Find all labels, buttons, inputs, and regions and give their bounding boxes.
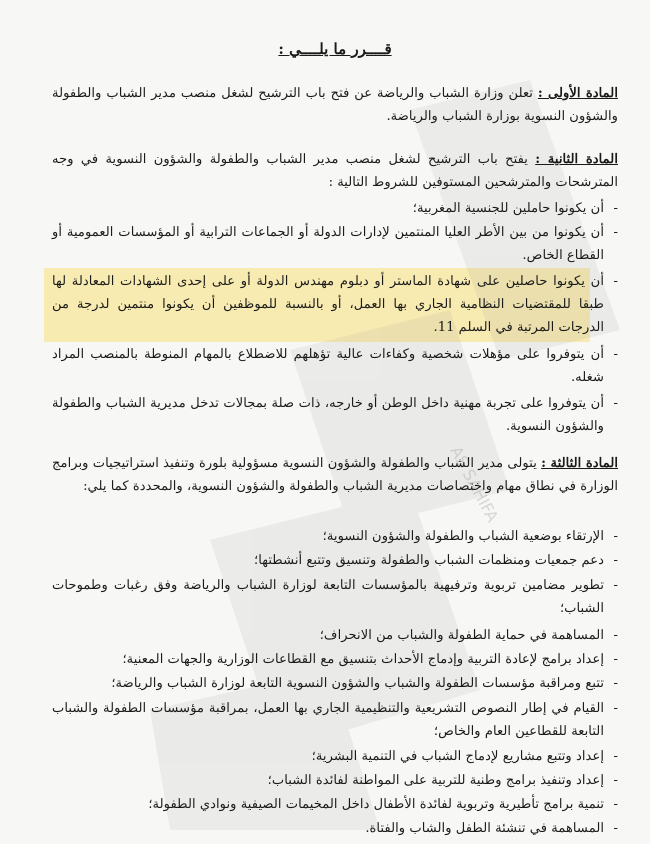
bullet-dash: - bbox=[613, 773, 618, 788]
bullet-dash: - bbox=[613, 676, 618, 691]
article-3 bbox=[52, 452, 618, 498]
watermark-text: AS SAHIFA bbox=[446, 442, 503, 526]
bullet-dash: - bbox=[613, 701, 618, 716]
task-item bbox=[52, 648, 618, 671]
condition-text: أن يتوفروا على تجربة مهنية داخل الوطن أو خارجه، ذات صلة بمجالات تدخل مديرية الشباب والطفولة والشؤون النسوية. bbox=[52, 396, 604, 434]
bullet-dash: - bbox=[613, 652, 618, 667]
article-2-label: المادة الثانية : bbox=[535, 152, 618, 167]
task-item bbox=[52, 574, 618, 620]
bullet-dash: - bbox=[613, 347, 618, 362]
article-1 bbox=[52, 82, 618, 128]
task-item bbox=[52, 793, 618, 816]
task-item bbox=[52, 769, 618, 792]
task-item bbox=[52, 817, 618, 840]
task-text: إعداد وتنفيذ برامج وطنية للتربية على المواطنة لفائدة الشباب؛ bbox=[267, 773, 604, 788]
bullet-dash: - bbox=[613, 529, 618, 544]
condition-item bbox=[52, 197, 618, 220]
task-text: إعداد برامج لإعادة التربية وإدماج الأحداث بتنسيق مع القطاعات الوزارية والجهات المعنية؛ bbox=[122, 652, 604, 667]
task-text: المساهمة في حماية الطفولة والشباب من الانحراف؛ bbox=[319, 628, 604, 643]
task-item bbox=[52, 697, 618, 743]
condition-item bbox=[52, 221, 618, 267]
condition-text: أن يتوفروا على مؤهلات شخصية وكفاءات عالية تؤهلهم للاضطلاع بالمهام المنوطة بالمنصب المراد شغله. bbox=[52, 347, 604, 385]
bullet-dash: - bbox=[613, 821, 618, 836]
task-item bbox=[52, 549, 618, 572]
task-item bbox=[52, 525, 618, 548]
bullet-dash: - bbox=[613, 578, 618, 593]
task-text: القيام في إطار النصوص التشريعية والتنظيمية الجاري بها العمل، بمراقبة مؤسسات الطفولة والشباب التابعة للقطاعين العام والخاص؛ bbox=[52, 701, 604, 739]
condition-text: أن يكونوا حاملين للجنسية المغربية؛ bbox=[412, 201, 604, 216]
bullet-dash: - bbox=[613, 396, 618, 411]
bullet-dash: - bbox=[613, 553, 618, 568]
bullet-dash: - bbox=[613, 749, 618, 764]
task-text: إعداد وتتبع مشاريع لإدماج الشباب في التنمية البشرية؛ bbox=[311, 749, 604, 764]
article-1-text: تعلن وزارة الشباب والرياضة عن فتح باب الترشيح لشغل منصب مدير الشباب والطفولة والشؤون النسوية بوزارة الشباب والرياضة. bbox=[52, 86, 618, 124]
task-text: المساهمة في تنشئة الطفل والشاب والفتاة. bbox=[365, 821, 604, 836]
condition-item bbox=[52, 343, 618, 389]
article-3-text: يتولى مدير الشباب والطفولة والشؤون النسوية مسؤولية بلورة وتنفيذ استراتيجيات وبرامج الوزارة في نطاق مهام واختصاصات مديرية الشباب والطفولة والشؤون النسوية، والمحددة كما يلي: bbox=[52, 456, 618, 494]
task-text: تنمية برامج تأطيرية وتربوية لفائدة الأطفال داخل المخيمات الصيفية ونوادي الطفولة؛ bbox=[148, 797, 604, 812]
task-item bbox=[52, 745, 618, 768]
article-2 bbox=[52, 148, 618, 194]
bullet-dash: - bbox=[613, 225, 618, 240]
task-item bbox=[52, 672, 618, 695]
task-item bbox=[52, 624, 618, 647]
condition-text: أن يكونوا حاصلين على شهادة الماستر أو دبلوم مهندس الدولة أو على إحدى الشهادات المعادلة لها طبقا للمقتضيات النظامية الجاري بها العمل، أو بالنسبة للموظفين أن يكونوا منتمين لدرجة من الدرجات المرتبة في السلم 11. bbox=[52, 274, 604, 335]
task-text: تتبع ومراقبة مؤسسات الطفولة والشباب والشؤون النسوية التابعة لوزارة الشباب والرياضة؛ bbox=[111, 676, 604, 691]
bullet-dash: - bbox=[613, 274, 618, 289]
decision-title: قــــرر ما يلــــي : bbox=[278, 40, 392, 58]
bullet-dash: - bbox=[613, 628, 618, 643]
task-text: تطوير مضامين تربوية وترفيهية بالمؤسسات التابعة لوزارة الشباب والرياضة وفق رغبات وطموحات الشباب؛ bbox=[52, 578, 604, 616]
task-text: دعم جمعيات ومنظمات الشباب والطفولة وتنسيق وتتبع أنشطتها؛ bbox=[254, 553, 604, 568]
task-text: الإرتقاء بوضعية الشباب والطفولة والشؤون النسوية؛ bbox=[322, 529, 604, 544]
condition-item bbox=[52, 270, 618, 339]
bullet-dash: - bbox=[613, 201, 618, 216]
article-2-text: يفتح باب الترشيح لشغل منصب مدير الشباب والطفولة والشؤون النسوية في وجه المترشحات والمترشحين المستوفين للشروط التالية : bbox=[52, 152, 618, 190]
condition-item bbox=[52, 392, 618, 438]
article-3-label: المادة الثالثة : bbox=[541, 456, 619, 471]
condition-text: أن يكونوا من بين الأطر العليا المنتمين لإدارات الدولة أو الجماعات الترابية أو المؤسسات العمومية أو القطاع الخاص. bbox=[52, 225, 604, 263]
article-1-label: المادة الأولى : bbox=[537, 86, 618, 101]
bullet-dash: - bbox=[613, 797, 618, 812]
